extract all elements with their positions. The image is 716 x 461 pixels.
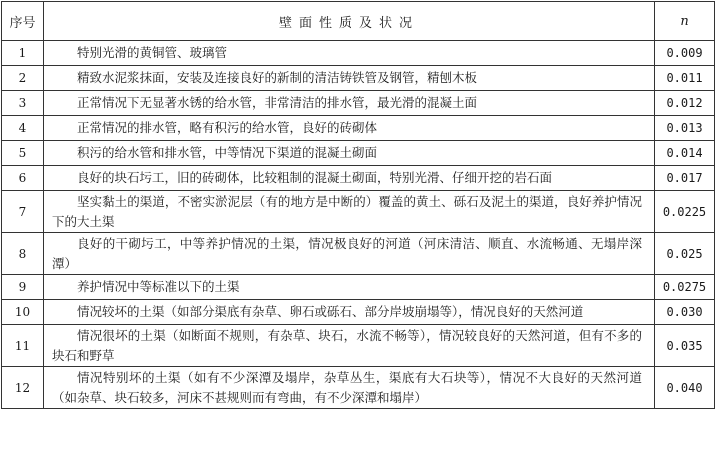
row-wall-description: 特别光滑的黄铜管、玻璃管 xyxy=(44,41,655,66)
row-wall-description: 情况很坏的土渠（如断面不规则，有杂草、块石，水流不畅等），情况较良好的天然河道，但有不多的块石和野草 xyxy=(44,325,655,367)
row-roughness-value: 0.025 xyxy=(655,233,715,275)
header-roughness-n: n xyxy=(655,2,715,41)
row-roughness-value: 0.0225 xyxy=(655,191,715,233)
row-serial-number: 6 xyxy=(2,166,44,191)
row-wall-description: 正常情况下无显著水锈的给水管，非常清洁的排水管，最光滑的混凝土面 xyxy=(44,91,655,116)
table-row xyxy=(2,116,715,141)
header-wall-description: 壁面性质及状况 xyxy=(44,2,655,41)
table-row xyxy=(2,191,715,233)
row-serial-number: 5 xyxy=(2,141,44,166)
row-roughness-value: 0.011 xyxy=(655,66,715,91)
row-roughness-value: 0.0275 xyxy=(655,275,715,300)
row-roughness-value: 0.035 xyxy=(655,325,715,367)
table-row xyxy=(2,166,715,191)
row-serial-number: 2 xyxy=(2,66,44,91)
row-wall-description: 良好的块石圬工，旧的砖砌体，比较粗制的混凝土砌面，特别光滑、仔细开挖的岩石面 xyxy=(44,166,655,191)
row-serial-number: 12 xyxy=(2,367,44,409)
row-roughness-value: 0.013 xyxy=(655,116,715,141)
row-wall-description: 情况特别坏的土渠（如有不少深潭及塌岸，杂草丛生，渠底有大石块等），情况不大良好的天然河道（如杂草、块石较多，河床不甚规则而有弯曲，有不少深潭和塌岸） xyxy=(44,367,655,409)
row-wall-description: 正常情况的排水管，略有积污的给水管，良好的砖砌体 xyxy=(44,116,655,141)
row-wall-description: 精致水泥浆抹面，安装及连接良好的新制的清洁铸铁管及钢管，精刨木板 xyxy=(44,66,655,91)
row-serial-number: 10 xyxy=(2,300,44,325)
table-row xyxy=(2,325,715,367)
table-row xyxy=(2,233,715,275)
row-wall-description: 良好的干砌圬工，中等养护情况的土渠，情况极良好的河道（河床清洁、顺直、水流畅通、无塌岸深潭） xyxy=(44,233,655,275)
row-roughness-value: 0.014 xyxy=(655,141,715,166)
table-row xyxy=(2,300,715,325)
row-roughness-value: 0.009 xyxy=(655,41,715,66)
roughness-table-container xyxy=(1,1,714,409)
row-wall-description: 情况较坏的土渠（如部分渠底有杂草、卵石或砾石、部分岸坡崩塌等），情况良好的天然河道 xyxy=(44,300,655,325)
table-row xyxy=(2,141,715,166)
table-row xyxy=(2,275,715,300)
row-serial-number: 7 xyxy=(2,191,44,233)
table-row xyxy=(2,41,715,66)
table-row xyxy=(2,91,715,116)
table-body xyxy=(2,41,715,409)
row-serial-number: 1 xyxy=(2,41,44,66)
row-serial-number: 9 xyxy=(2,275,44,300)
table-header-row xyxy=(2,2,715,41)
row-serial-number: 4 xyxy=(2,116,44,141)
header-serial-number: 序号 xyxy=(2,2,44,41)
row-roughness-value: 0.030 xyxy=(655,300,715,325)
roughness-coefficient-table xyxy=(1,1,715,409)
table-row xyxy=(2,367,715,409)
row-roughness-value: 0.012 xyxy=(655,91,715,116)
row-roughness-value: 0.040 xyxy=(655,367,715,409)
row-serial-number: 11 xyxy=(2,325,44,367)
row-wall-description: 坚实黏土的渠道，不密实淤泥层（有的地方是中断的）覆盖的黄土、砾石及泥土的渠道，良好养护情况下的大土渠 xyxy=(44,191,655,233)
row-roughness-value: 0.017 xyxy=(655,166,715,191)
row-wall-description: 养护情况中等标准以下的土渠 xyxy=(44,275,655,300)
table-row xyxy=(2,66,715,91)
row-wall-description: 积污的给水管和排水管，中等情况下渠道的混凝土砌面 xyxy=(44,141,655,166)
row-serial-number: 8 xyxy=(2,233,44,275)
row-serial-number: 3 xyxy=(2,91,44,116)
